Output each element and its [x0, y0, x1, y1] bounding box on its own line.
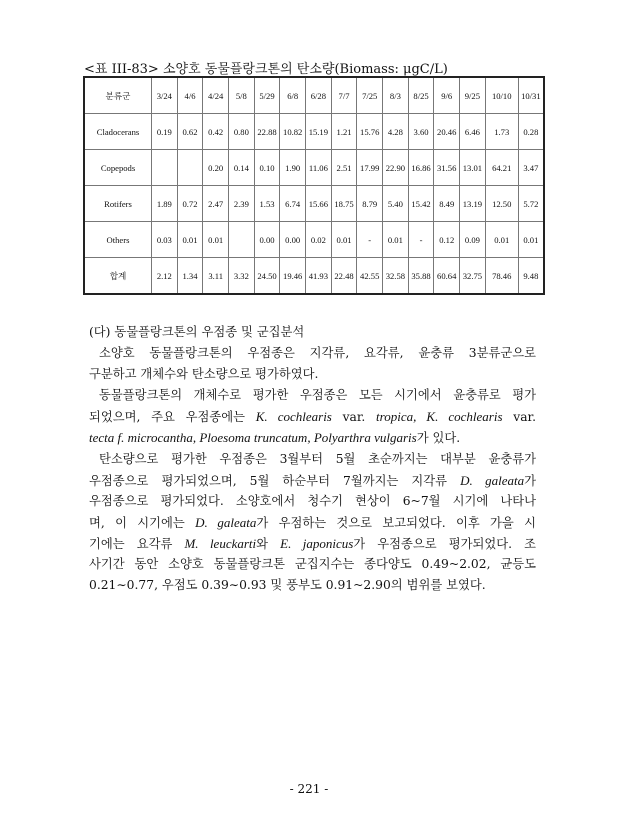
text-line	[89, 364, 536, 385]
text-segment: 사기간 동안 소양호 동물플랑크톤 군집지수는 종다양도 0.49~2.02, 균등도	[89, 557, 536, 572]
table-cell: 22.88	[254, 114, 280, 150]
table-cell: 78.46	[485, 258, 518, 295]
table-cell: 60.64	[434, 258, 460, 295]
table-cell: 3/24	[152, 77, 178, 114]
table-row	[84, 150, 544, 186]
table-cell: 22.90	[383, 150, 409, 186]
table-cell: 15.76	[357, 114, 383, 150]
table-cell: 10.82	[280, 114, 306, 150]
table-cell: 0.80	[229, 114, 255, 150]
table-row	[84, 186, 544, 222]
row-label: 합계	[84, 258, 152, 295]
table-cell: 15.66	[306, 186, 332, 222]
table-cell: 9.48	[518, 258, 544, 295]
table-cell: 42.55	[357, 258, 383, 295]
species-name: D. galeata	[195, 514, 257, 530]
text-segment: 기에는 요각류	[89, 536, 185, 551]
table-cell: 11.06	[306, 150, 332, 186]
table-cell: 1.73	[485, 114, 518, 150]
species-name: tecta f. microcantha, Ploesoma truncatum, Polyarthra vulgaris	[89, 430, 417, 446]
table-cell: 5.40	[383, 186, 409, 222]
text-segment: 동물플랑크톤의 개체수로 평가한 우점종은 모든 시기에서 윤충류로 평가	[99, 388, 536, 403]
table-cell: 4/6	[177, 77, 203, 114]
table-cell: 20.46	[434, 114, 460, 150]
table-cell: 0.01	[331, 222, 357, 258]
table-cell	[177, 150, 203, 186]
table-cell: 5/8	[229, 77, 255, 114]
text-segment: var.	[331, 410, 377, 425]
species-name: M. leuckarti	[184, 535, 257, 551]
table-cell: 16.86	[408, 150, 434, 186]
table-cell: 8.79	[357, 186, 383, 222]
table-cell: 4.28	[383, 114, 409, 150]
table-cell: 3.60	[408, 114, 434, 150]
table-cell: 0.62	[177, 114, 203, 150]
table-cell: 0.72	[177, 186, 203, 222]
table-cell: 0.09	[460, 222, 486, 258]
table-cell: 18.75	[331, 186, 357, 222]
table-cell: 5.72	[518, 186, 544, 222]
text-segment: var.	[502, 410, 536, 425]
table-cell: 13.01	[460, 150, 486, 186]
text-segment: 소양호 동물플랑크톤의 우점종은 지각류, 요각류, 윤충류 3분류군으로	[99, 346, 536, 361]
table-cell: 0.03	[152, 222, 178, 258]
table-cell: 6.74	[280, 186, 306, 222]
table-cell: 15.19	[306, 114, 332, 150]
table-row	[84, 114, 544, 150]
table-cell: 32.58	[383, 258, 409, 295]
text-line	[89, 406, 536, 427]
table-cell: 0.12	[434, 222, 460, 258]
table-cell: 0.01	[177, 222, 203, 258]
text-line	[89, 343, 536, 364]
table-cell: 0.00	[254, 222, 280, 258]
table-cell: 6/8	[280, 77, 306, 114]
text-line	[89, 427, 536, 448]
table-cell: 13.19	[460, 186, 486, 222]
table-cell: 0.10	[254, 150, 280, 186]
text-line	[89, 575, 536, 596]
table-cell: 15.42	[408, 186, 434, 222]
table-cell: 22.48	[331, 258, 357, 295]
table-cell: 12.50	[485, 186, 518, 222]
table-cell: 0.02	[306, 222, 332, 258]
species-name: K. cochlearis	[255, 409, 332, 425]
row-label: 분류군	[84, 77, 152, 114]
text-line	[89, 491, 536, 512]
table-cell: 0.20	[203, 150, 229, 186]
table-cell: 3.47	[518, 150, 544, 186]
table-cell: 0.28	[518, 114, 544, 150]
table-cell: 7/25	[357, 77, 383, 114]
table-cell: 9/6	[434, 77, 460, 114]
table-cell: 0.01	[203, 222, 229, 258]
table-cell: 2.51	[331, 150, 357, 186]
table-cell: 2.12	[152, 258, 178, 295]
table-cell: 0.01	[485, 222, 518, 258]
table-cell: 10/31	[518, 77, 544, 114]
text-line	[89, 554, 536, 575]
table-cell: 6/28	[306, 77, 332, 114]
table-cell: 0.19	[152, 114, 178, 150]
table-cell: 7/7	[331, 77, 357, 114]
species-name: tropica, K. cochlearis	[376, 409, 503, 425]
table-cell: 8/3	[383, 77, 409, 114]
text-segment: 가 있다.	[416, 431, 461, 446]
table-cell: 1.89	[152, 186, 178, 222]
table-cell: 0.42	[203, 114, 229, 150]
table-cell: 0.00	[280, 222, 306, 258]
table-cell: 2.47	[203, 186, 229, 222]
table-cell: 1.34	[177, 258, 203, 295]
text-segment: 가	[524, 473, 536, 488]
table-cell: 4/24	[203, 77, 229, 114]
text-segment: 우점종으로 평가되었으며, 5월 하순부터 7월까지는 지각류	[89, 473, 461, 488]
table-cell: 1.90	[280, 150, 306, 186]
table-header-row	[84, 77, 544, 114]
table-cell: 0.14	[229, 150, 255, 186]
text-line	[89, 533, 536, 554]
table-cell: 64.21	[485, 150, 518, 186]
table-row	[84, 222, 544, 258]
page-number: - 221 -	[289, 782, 329, 796]
table-cell: 0.01	[518, 222, 544, 258]
table-cell: 32.75	[460, 258, 486, 295]
table-cell: 31.56	[434, 150, 460, 186]
row-label: Copepods	[84, 150, 152, 186]
text-line	[89, 512, 536, 533]
row-label: Cladocerans	[84, 114, 152, 150]
table-cell	[229, 222, 255, 258]
text-segment: 며, 이 시기에는	[89, 515, 196, 530]
biomass-table	[83, 76, 545, 295]
row-label: Rotifers	[84, 186, 152, 222]
table-cell: 1.53	[254, 186, 280, 222]
table-cell: 8/25	[408, 77, 434, 114]
table-cell: 0.01	[383, 222, 409, 258]
table-cell	[152, 150, 178, 186]
table-row	[84, 258, 544, 295]
text-segment: 탄소량으로 평가한 우점종은 3월부터 5월 초순까지는 대부분 윤충류가	[99, 451, 536, 466]
text-line	[89, 449, 536, 470]
text-segment: 구분하고 개체수와 탄소량으로 평가하였다.	[89, 367, 319, 382]
table-caption: <표 III-83> 소양호 동물플랑크톤의 탄소량(Biomass: μgC/L)	[84, 62, 448, 77]
section-heading	[89, 322, 536, 343]
table-cell: 41.93	[306, 258, 332, 295]
table-cell: 19.46	[280, 258, 306, 295]
table-cell: 17.99	[357, 150, 383, 186]
table-cell: 3.32	[229, 258, 255, 295]
table-cell: 2.39	[229, 186, 255, 222]
species-name: E. japonicus	[280, 535, 354, 551]
table-cell: -	[408, 222, 434, 258]
text-segment: 0.21∼0.77, 우점도 0.39∼0.93 및 풍부도 0.91~2.90의 범위를 보였다.	[89, 578, 486, 593]
table-cell: 24.50	[254, 258, 280, 295]
table-cell: 8.49	[434, 186, 460, 222]
table-cell: 3.11	[203, 258, 229, 295]
table-cell: 5/29	[254, 77, 280, 114]
text-segment: 와	[256, 536, 281, 551]
text-segment: 되었으며, 주요 우점종에는	[89, 410, 256, 425]
table-cell: 1.21	[331, 114, 357, 150]
row-label: Others	[84, 222, 152, 258]
table-cell: 9/25	[460, 77, 486, 114]
text-segment: 가 우점하는 것으로 보고되었다. 이후 가을 시	[256, 515, 536, 530]
text-segment: 우점종으로 평가되었다. 소양호에서 청수기 현상이 6~7월 시기에 나타나	[89, 493, 536, 508]
table-cell: 35.88	[408, 258, 434, 295]
text-line	[89, 385, 536, 406]
text-segment: 가 우점종으로 평가되었다. 조	[353, 536, 536, 551]
text-segment: (다) 동물플랑크톤의 우점종 및 군집분석	[89, 325, 305, 339]
species-name: D. galeata	[460, 472, 525, 488]
body-text	[89, 322, 536, 596]
table-cell: -	[357, 222, 383, 258]
text-line	[89, 470, 536, 491]
table-cell: 10/10	[485, 77, 518, 114]
table-cell: 6.46	[460, 114, 486, 150]
